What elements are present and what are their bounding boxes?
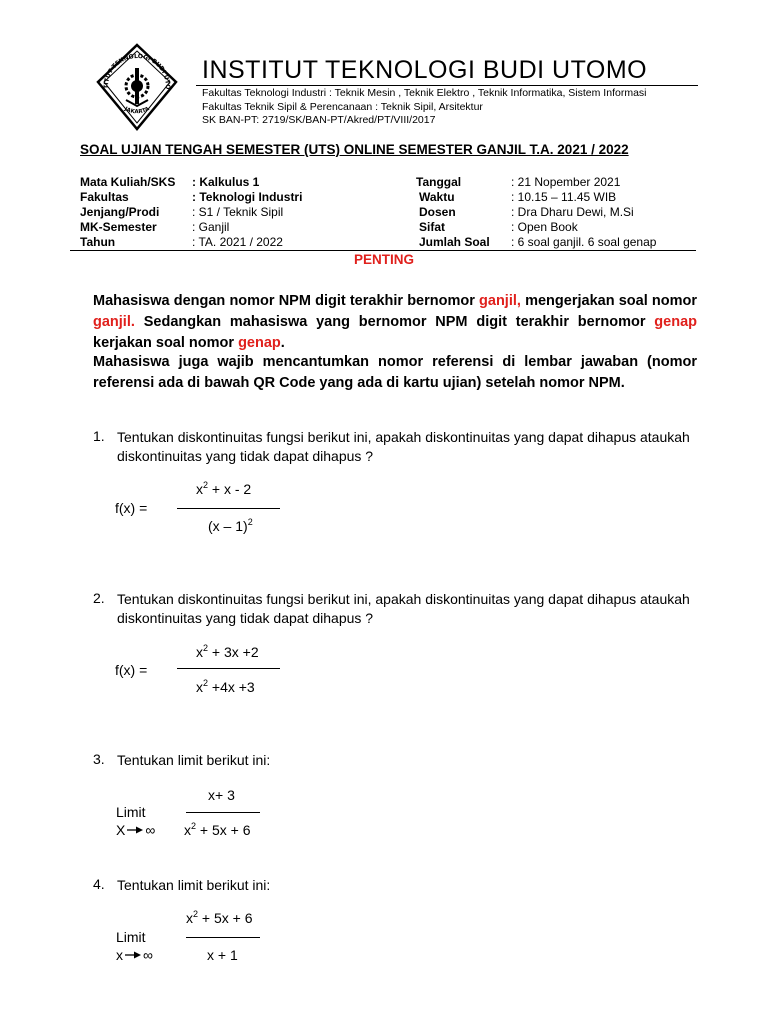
info-label: Fakultas (80, 190, 129, 204)
info-label: Tanggal (416, 175, 462, 189)
info-value: : Teknologi Industri (192, 190, 303, 204)
info-label: Mata Kuliah/SKS (80, 175, 176, 189)
info-label: Waktu (419, 190, 455, 204)
info-value: : 10.15 – 11.45 WIB (511, 190, 617, 204)
question-number: 3. (93, 751, 105, 767)
logo-text-top: TITUT TEKNOLOGI BUDI UTO (102, 52, 172, 90)
question-text: Tentukan limit berikut ini: (117, 877, 271, 893)
limit-label: Limit (116, 929, 146, 945)
fraction-denominator: $x^2 + 5x + 6$ (184, 821, 251, 838)
question-text: Tentukan diskontinuitas fungsi berikut ini, apakah diskontinuitas yang dapat dihapus ataukah diskontinuitas yang tidak dapat dihapus ? (117, 591, 690, 626)
info-label: Tahun (80, 235, 116, 249)
highlight-ganjil: ganjil, (479, 293, 521, 309)
highlight-genap: genap (238, 335, 281, 351)
info-value: : Open Book (511, 220, 578, 234)
arrow-right-icon (126, 825, 144, 835)
fraction-denominator: $x^2 +4x +3$ (196, 678, 255, 695)
fraction-bar (177, 508, 280, 509)
info-label: MK-Semester (80, 220, 157, 234)
info-divider (70, 250, 696, 251)
info-value: : TA. 2021 / 2022 (192, 235, 283, 249)
question-text: Tentukan diskontinuitas fungsi berikut ini, apakah diskontinuitas yang dapat dihapus ataukah diskontinuitas yang tidak dapat dihapus ? (117, 429, 690, 464)
function-lhs: f(x) = (115, 500, 148, 516)
instruction-text: . (280, 335, 285, 351)
important-heading: PENTING (353, 252, 414, 267)
question-number: 1. (93, 428, 105, 444)
faculty-line-1: Fakultas Teknologi Industri : Teknik Mesin , Teknik Elektro , Teknik Informatika, Sistem Informasi (202, 87, 647, 99)
info-value: : S1 / Teknik Sipil (192, 205, 284, 219)
fraction-bar (177, 668, 280, 669)
info-value: : Kalkulus 1 (192, 175, 260, 189)
highlight-genap: genap (654, 314, 697, 330)
question-number: 2. (93, 590, 105, 606)
info-value: : Ganjil (192, 220, 230, 234)
instruction-text: Sedangkan mahasiswa yang bernomor NPM digit terakhir bernomor (134, 314, 655, 330)
instruction-text: mengerjakan soal nomor (520, 293, 697, 309)
info-value: : 21 Nopember 2021 (511, 175, 621, 189)
info-label: Dosen (419, 205, 456, 219)
limit-approach: X ∞ (116, 822, 156, 838)
function-lhs: f(x) = (115, 662, 148, 678)
instruction-paragraph-2: Mahasiswa juga wajib mencantumkan nomor referensi di lembar jawaban (nomor referensi ada di bawah QR Code yang ada di kartu ujian) setelah nomor NPM. (93, 354, 697, 391)
question-number: 4. (93, 876, 105, 892)
arrow-right-icon (124, 950, 142, 960)
highlight-ganjil: ganjil. (93, 314, 135, 330)
info-label: Sifat (419, 220, 446, 234)
faculty-line-2: Fakultas Teknik Sipil & Perencanaan : Teknik Sipil, Arsitektur (202, 101, 483, 113)
info-value: : Dra Dharu Dewi, M.Si (511, 205, 634, 219)
instruction-text: Mahasiswa dengan nomor NPM digit terakhir bernomor (93, 293, 480, 309)
fraction-denominator: x + 1 (207, 947, 238, 963)
header-divider (196, 85, 698, 86)
info-label: Jumlah Soal (419, 235, 490, 249)
logo-text-bottom: JAKARTA (123, 106, 151, 116)
fraction-denominator: (x – 1)$^2$ (208, 517, 253, 534)
fraction-bar (186, 937, 260, 938)
fraction-numerator: $x^2 + 3x +2$ (196, 643, 259, 660)
instruction-text: kerjakan soal nomor (93, 335, 239, 351)
limit-label: Limit (116, 804, 146, 820)
fraction-numerator: $x^2 + x - 2$ (196, 480, 252, 497)
question-text: Tentukan limit berikut ini: (117, 752, 271, 768)
institution-logo (92, 42, 182, 132)
accreditation-line: SK BAN-PT: 2719/SK/BAN-PT/Akred/PT/VIII/2017 (202, 114, 436, 126)
info-value: : 6 soal ganjil. 6 soal genap (511, 235, 657, 249)
exam-title: SOAL UJIAN TENGAH SEMESTER (UTS) ONLINE SEMESTER GANJIL T.A. 2021 / 2022 (80, 142, 629, 157)
limit-approach: x ∞ (116, 947, 153, 963)
instruction-paragraph-1 (93, 291, 697, 354)
fraction-numerator: $x^2 + 5x + 6$ (186, 909, 253, 926)
fraction-numerator: x+ 3 (208, 787, 235, 803)
info-label: Jenjang/Prodi (80, 205, 160, 219)
fraction-bar (186, 812, 260, 813)
institution-name: INSTITUT TEKNOLOGI BUDI UTOMO (202, 56, 648, 84)
